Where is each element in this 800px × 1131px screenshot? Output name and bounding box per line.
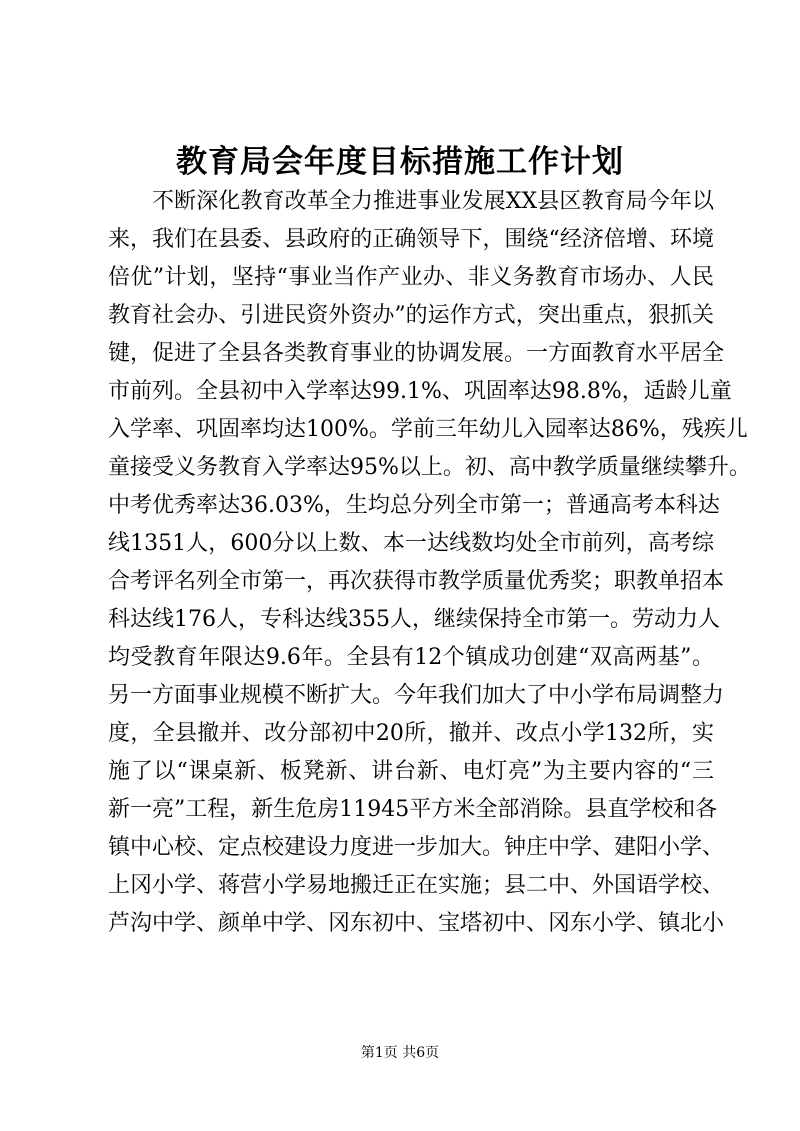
paragraph-line: 合考评名列全市第一，再次获得市教学质量优秀奖；职教单招本: [108, 569, 725, 594]
paragraph-line: 倍优”计划，坚持“事业当作产业办、非义务教育市场办、人民: [108, 265, 714, 290]
document-title: 教育局会年度目标措施工作计划: [176, 144, 624, 180]
paragraph-line: 键，促进了全县各类教育事业的协调发展。一方面教育水平居全: [108, 341, 725, 366]
paragraph-line: 均受教育年限达9.6年。全县有12个镇成功创建“双高两基”。: [108, 645, 714, 670]
paragraph-line: 教育社会办、引进民资外资办”的运作方式，突出重点，狠抓关: [108, 303, 714, 328]
paragraph-line: 上冈小学、蒋营小学易地搬迁正在实施；县二中、外国语学校、: [108, 873, 725, 898]
paragraph-line: 市前列。全县初中入学率达99.1%、巩固率达98.8%，适龄儿童: [108, 379, 732, 404]
paragraph-line: 来，我们在县委、县政府的正确领导下，围绕“经济倍增、环境: [108, 227, 714, 252]
paragraph-line: 度，全县撤并、改分部初中20所，撤并、改点小学132所，实: [108, 721, 714, 746]
paragraph-line: 新一亮”工程，新生危房11945平方米全部消除。县直学校和各: [108, 797, 718, 822]
paragraph-line: 芦沟中学、颜单中学、冈东初中、宝塔初中、冈东小学、镇北小: [108, 911, 725, 936]
paragraph-line: 不断深化教育改革全力推进事业发展XX县区教育局今年以: [152, 189, 714, 214]
paragraph-line: 线1351人，600分以上数、本一达线数均处全市前列，高考综: [108, 531, 714, 556]
paragraph-line: 童接受义务教育入学率达95%以上。初、高中教学质量继续攀升。: [108, 455, 751, 480]
paragraph-line: 中考优秀率达36.03%，生均总分列全市第一；普通高考本科达: [108, 493, 720, 518]
paragraph-line: 施了以“课桌新、板凳新、讲台新、电灯亮”为主要内容的“三: [108, 759, 714, 784]
paragraph-line: 镇中心校、定点校建设力度进一步加大。钟庄中学、建阳小学、: [108, 835, 725, 860]
paragraph-line: 入学率、巩固率均达100%。学前三年幼儿入园率达86%，残疾儿: [108, 417, 748, 442]
page-footer: 第1页 共6页: [360, 1045, 440, 1061]
paragraph-line: 另一方面事业规模不断扩大。今年我们加大了中小学布局调整力: [108, 683, 725, 708]
paragraph-line: 科达线176人，专科达线355人，继续保持全市第一。劳动力人: [108, 607, 720, 632]
document-body: [108, 183, 751, 943]
